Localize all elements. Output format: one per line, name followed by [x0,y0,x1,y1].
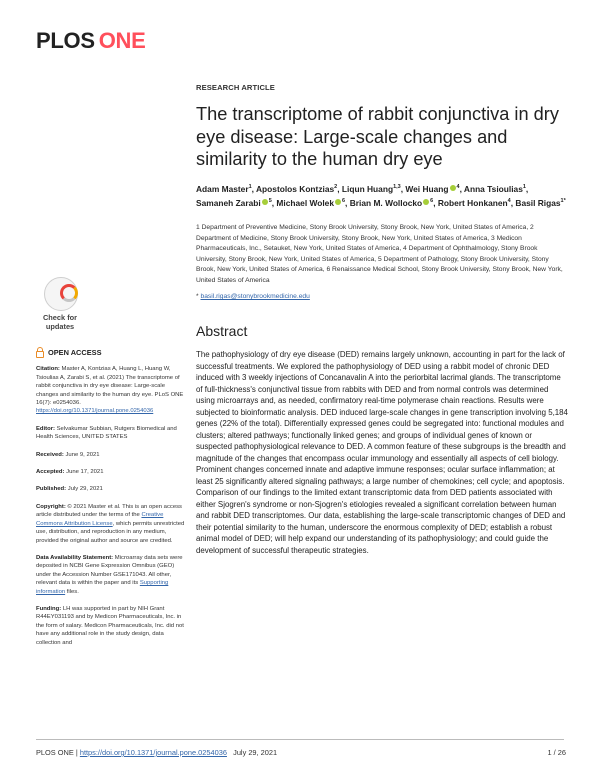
footer-date: July 29, 2021 [233,748,278,757]
funding: Funding: LH was supported in part by NIH Grant R44EY031193 and by Medicon Pharmaceuticals, Inc. in the form of salary. Medicon Pharmaceuticals, Inc. did not have any additional role in the study design, data collection and [36,605,184,646]
author-name[interactable]: Adam Master$^1$ [196,183,252,194]
footer [36,748,277,757]
citation: Citation: Master A, Kontzias A, Huang L, Huang W, Tsioulias A, Zarabi S, et al. (2021) The transcriptome of rabbit conjunctiva in dry eye disease: Large-scale changes and similarity to the human dry eye. PLoS ONE 16(7): e0254036. https://doi.org/10.1371/journal.pone.0254036 [36,366,184,415]
affiliations: 1 Department of Preventive Medicine, Stony Brook University, Stony Brook, New York, United States of America, 2 Department of Medicine, Stony Brook University, Stony Brook, New York, United States of America, 3 Medicon Pharmaceuticals, Inc., Setauket, New York, United States of America, 4 Department of Ophthalmology, Stony Brook University, Stony Brook, New York, United States of America, 5 Department of Pathology, Stony Brook University, Stony Brook, New York, United States of America, 6 Renaissance Medical School, Stony Brook University, Stony Brook, New York, United States of America [196,224,563,284]
copyright: Copyright: © 2021 Master et al. This is an open access article distributed under the terms of the Creative Commons Attribution License, which permits unrestricted use, distribution, and reproduction in any medium, provided the original author and source are credited. [36,503,185,544]
accepted-date: Accepted: June 17, 2021 [36,469,104,476]
footer-separator: | [75,748,78,757]
author-affiliation-sup: 1* [560,198,566,204]
published-date: Published: July 29, 2021 [36,486,103,493]
data-availability: Data Availability Statement: Microarray data sets were deposited in NCBI Gene Expression Omnibus (GEO) under the Accession Number GSE171043. All other, relevant data is within the paper and its Supporting information files. [36,554,183,595]
author-list: Adam Master$^1$, Apostolos Kontzias$^2$, Liqun Huang$^{1,3}$, Wei Huang $^4$, Anna Tsioulias$^1$, Samaneh Zarabi $^5$, Michael Wolek $^6$, Brian M. Wollocko $^6$, Robert Honkanen$^4$, Basil Rigas$^{1*}$ [196,183,566,208]
author-name[interactable]: Basil Rigas$^{1*}$ [515,197,566,208]
author-name[interactable]: Brian M. Wollocko $^6$ [349,197,434,208]
logo-one: ONE [98,28,146,53]
author-name[interactable]: Liqun Huang$^{1,3}$ [341,183,401,194]
footer-doi-link[interactable]: https://doi.org/10.1371/journal.pone.0254036 [79,748,227,757]
footer-journal: PLOS ONE [36,748,74,757]
author-affiliation-sup: 1 [248,184,252,190]
orcid-icon[interactable] [335,199,341,205]
license-link[interactable]: Creative Commons Attribution License [36,512,164,527]
author-affiliation-sup: 6 [341,198,346,204]
abstract-text: The pathophysiology of dry eye disease (DED) remains largely unknown, accounting in part for the lack of successful treatments. We explored the pathophysiology of DED using a rabbit model of chronic DED induced with 3 weekly injections of Concanavalin A into the periorbital lacrimal glands. The transcriptome of full-thickness's conjunctival tissue from rabbits with DED and from normal controls was determined using microarrays and, as needed, confirmatory real-time polymerase chain reactions. Results were subjected to bioinformatic analysis. DED induced large-scale changes in gene transcription involving 5,184 genes (22% of the total). Differentially expressed genes could be segregated into: functional modules and clusters; altered pathways; functionally linked genes; and groups of individual genes of known or suspected pathophysiological relevance to DED. A common feature of these subgroups is the breadth and magnitude of the changes that encompass ocular immunology and essentially all aspects of cell biology. Prominent changes concerned innate and adaptive immune responses; ocular surface inflammation; at least 25 significantly altered signaling pathways; a large number of chemokines; cell cycle; and apoptosis. Comparison of our findings to the limited extant transcriptomic data from DED patients associated with either Sjogren's syndrome or non-Sjogren's etiologies revealed a significant correlation between human and rabbit DED transcriptomes. Our data, establishing the large-scale transcriptomic changes of DED and their potential similarity to the human, underscore the enormous complexity of DED; establish a robust animal model of DED; will help expand our understanding of its pathophysiology; and could guide the development of successful therapeutic strategies. [196,350,568,555]
article-info-sidebar [36,349,186,656]
check-updates-icon [44,277,78,311]
corresponding-email-link[interactable]: basil.rigas@stonybrookmedicine.edu [200,293,310,300]
citation-doi-link[interactable]: https://doi.org/10.1371/journal.pone.0254036 [36,408,154,415]
author-affiliation-sup: 5 [268,198,272,204]
author-affiliation-sup: 1,3 [393,184,401,190]
author-affiliation-sup: 6 [430,198,434,204]
logo-plos: PLOS [36,28,95,53]
author-name[interactable]: Michael Wolek $^6$ [276,197,346,208]
author-affiliation-sup: 4 [456,184,460,190]
orcid-icon[interactable] [450,185,456,191]
author-name[interactable]: Apostolos Kontzias$^2$ [256,183,338,194]
journal-logo [36,28,145,54]
corresponding-mark: * [196,293,199,300]
abstract-heading: Abstract [196,323,248,339]
author-affiliation-sup: 4 [507,198,511,204]
author-name[interactable]: Anna Tsioulias$^1$ [463,183,526,194]
supporting-info-link[interactable]: Supporting information [36,580,169,595]
received-date: Received: June 9, 2021 [36,451,100,458]
article-type: RESEARCH ARTICLE [196,83,275,92]
open-lock-icon [36,351,44,358]
page-number: 1 / 26 [547,748,566,757]
author-name[interactable]: Samaneh Zarabi $^5$ [196,197,272,208]
article-title: The transcriptome of rabbit conjunctiva in dry eye disease: Large-scale changes and similarity to the human dry eye [196,104,559,170]
author-affiliation-sup: 2 [334,184,338,190]
corresponding-author [196,293,310,300]
orcid-icon[interactable] [262,199,268,205]
author-affiliation-sup: 1 [522,184,526,190]
author-name[interactable]: Robert Honkanen$^4$ [437,197,511,208]
orcid-icon[interactable] [423,199,429,205]
author-name[interactable]: Wei Huang $^4$ [405,183,460,194]
open-access-badge: OPEN ACCESS [36,349,186,357]
footer-divider [36,739,564,740]
check-updates-label: Check for updates [42,313,78,331]
check-for-updates-button[interactable] [34,277,86,341]
editor: Editor: Selvakumar Subbian, Rutgers Biomedical and Health Sciences, UNITED STATES [36,425,177,441]
